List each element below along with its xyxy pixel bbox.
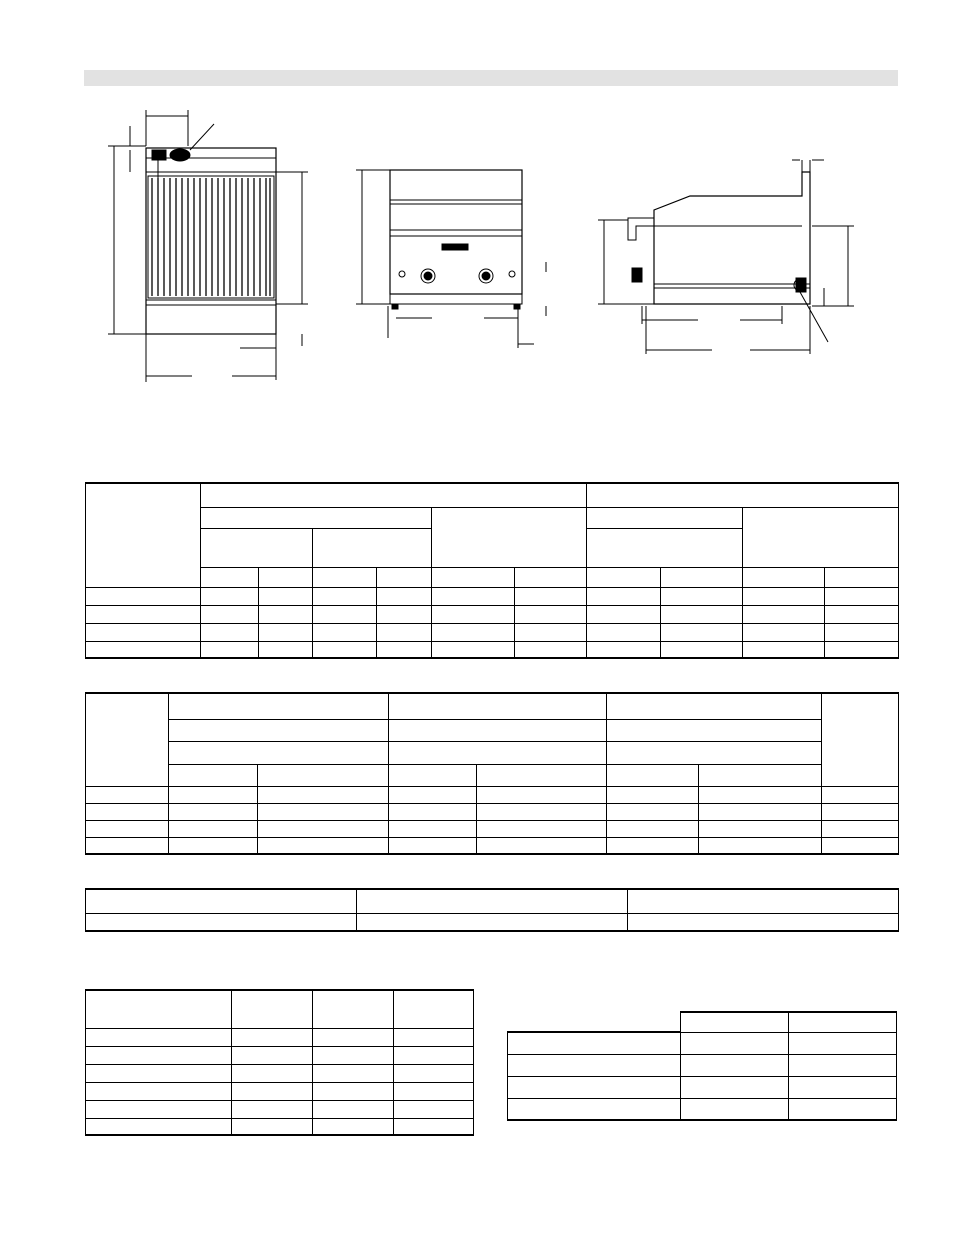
table-cell (394, 990, 474, 1028)
table-cell (389, 764, 477, 786)
table-cell (681, 1012, 789, 1032)
table-cell (389, 719, 607, 741)
spec-table-4 (85, 989, 474, 1136)
table-cell (201, 528, 313, 567)
table-cell (432, 507, 587, 567)
table-cell (258, 764, 389, 786)
table-cell (515, 567, 587, 587)
table-row (508, 1098, 897, 1120)
table-cell (789, 1012, 897, 1032)
table-row (86, 803, 899, 820)
table-cell (313, 990, 394, 1028)
table-cell (825, 567, 899, 587)
spec-table-5 (507, 1011, 897, 1121)
table-row (86, 1118, 474, 1135)
table-cell (607, 693, 822, 719)
table-cell (477, 764, 607, 786)
table-cell (377, 567, 432, 587)
table-cell (86, 889, 357, 913)
table-row (86, 1082, 474, 1100)
table-row (508, 1076, 897, 1098)
table-cell (661, 567, 743, 587)
table-cell (699, 764, 822, 786)
table-cell (169, 719, 389, 741)
table-cell (822, 693, 899, 786)
spec-table-2 (85, 692, 899, 855)
spec-table-1 (85, 482, 899, 659)
table-row (86, 623, 899, 641)
table-cell (86, 693, 169, 786)
table-row (86, 786, 899, 803)
table-row (86, 1100, 474, 1118)
table-row (86, 1046, 474, 1064)
table-cell (169, 764, 258, 786)
table-cell (232, 990, 313, 1028)
table-cell (313, 528, 432, 567)
table-row (508, 1054, 897, 1076)
table-cell (169, 693, 389, 719)
table-cell (389, 693, 607, 719)
table-cell (201, 483, 587, 507)
spec-table-3 (85, 888, 899, 932)
table-cell (432, 567, 515, 587)
table-cell (587, 567, 661, 587)
table-row (86, 587, 899, 605)
table-cell (201, 567, 259, 587)
table-cell (389, 741, 607, 764)
table-cell (313, 567, 377, 587)
side-view-drawing (598, 160, 854, 354)
table-cell (587, 483, 899, 507)
table-row (86, 1028, 474, 1046)
table-cell (86, 483, 201, 587)
table-cell (607, 764, 699, 786)
table-cell (607, 719, 822, 741)
table-cell (587, 528, 743, 567)
table-row (86, 605, 899, 623)
table-cell (259, 567, 313, 587)
table-cell (743, 507, 899, 567)
table-cell (743, 567, 825, 587)
table-cell (201, 507, 432, 528)
table-row (86, 820, 899, 837)
top-view-drawing (108, 110, 308, 382)
table-cell (628, 889, 899, 913)
front-view-drawing (356, 170, 546, 348)
table-cell (607, 741, 822, 764)
table-cell (357, 889, 628, 913)
table-row (86, 1064, 474, 1082)
table-cell (508, 1012, 681, 1032)
table-cell (86, 990, 232, 1028)
table-row (508, 1032, 897, 1054)
table-row (86, 913, 899, 931)
table-cell (169, 741, 389, 764)
table-cell (587, 507, 743, 528)
table-row (86, 641, 899, 658)
table-row (86, 837, 899, 854)
technical-drawings (0, 0, 954, 420)
